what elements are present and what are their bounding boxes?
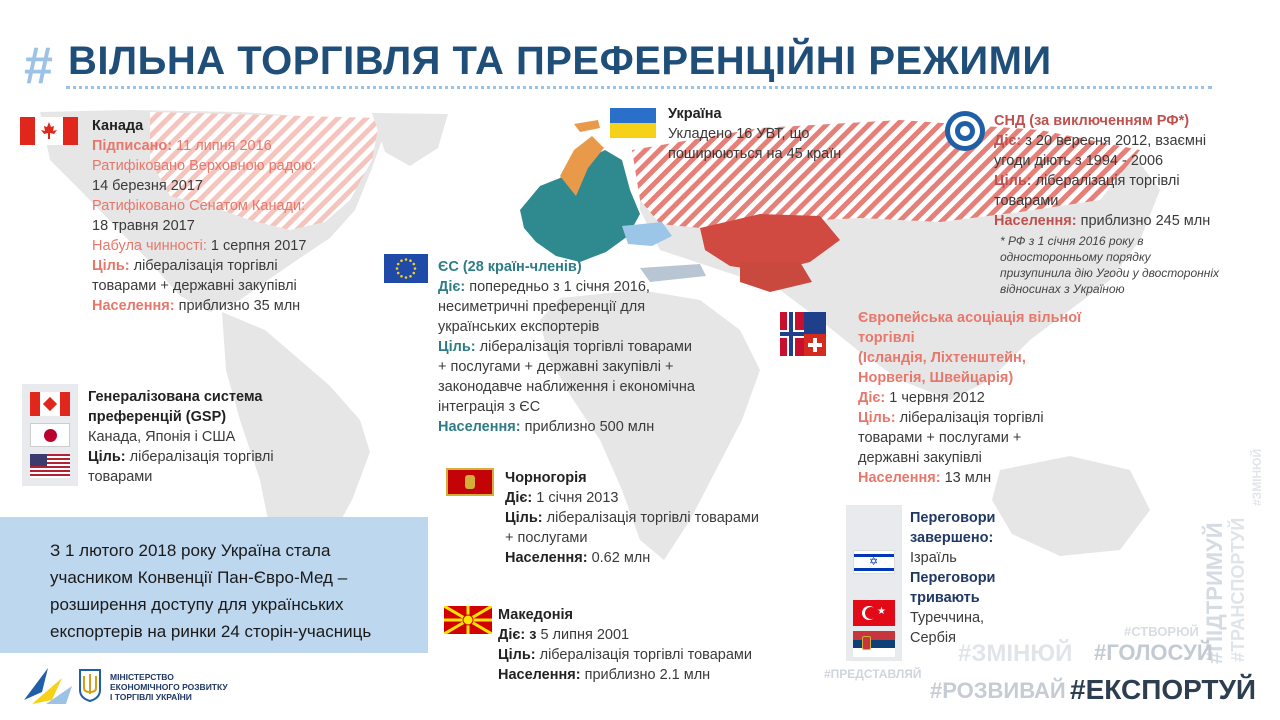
callout-line: учасником Конвенції Пан-Євро-Мед – <box>50 568 348 587</box>
eu-acts-line3: українських експортерів <box>438 319 600 335</box>
acts-value: 1 січня 2013 <box>536 490 619 506</box>
efta-title-line1: Європейська асоціація вільної <box>858 310 1082 326</box>
gsp-title-line1: Генералізована система <box>88 389 263 405</box>
goal-label: Ціль: <box>88 449 126 465</box>
cis-footnote <box>1000 233 1219 297</box>
title-divider <box>66 86 1212 89</box>
gsp-title-line2: преференцій (GSP) <box>88 409 227 425</box>
effective-label: Набула чинності: <box>92 238 207 254</box>
goal-line: лібералізація торгівлі <box>899 410 1044 426</box>
acts-label: Діє: <box>438 279 466 295</box>
population-value: приблизно 2.1 млн <box>584 667 711 683</box>
gsp-countries: Канада, Японія і США <box>88 429 236 445</box>
population-label: Населення: <box>438 419 521 435</box>
ukraine-info <box>668 104 841 164</box>
callout-text <box>50 537 371 645</box>
montenegro-goal <box>505 508 759 528</box>
canada-title: Канада <box>92 118 144 134</box>
gsp-goal <box>88 447 274 467</box>
completed-title-line2: завершено: <box>910 530 994 546</box>
efta-info <box>858 308 1081 488</box>
ongoing-country2: Сербія <box>910 630 956 646</box>
eu-title: ЄС (28 країн-членів) <box>438 259 582 275</box>
efta-goal-line3: державні закупівлі <box>858 450 982 466</box>
efta-title-line3: (Ісландія, Ліхтенштейн, <box>858 350 1026 366</box>
canada-flag-icon <box>20 117 78 145</box>
montenegro-goal-line2: + послугами <box>505 530 588 546</box>
eu-goal-line3: законодавче наближення і економічна <box>438 379 695 395</box>
ministry-line: І ТОРГІВЛІ УКРАЇНИ <box>110 692 192 702</box>
population-label: Населення: <box>92 298 175 314</box>
goal-label: Ціль: <box>994 173 1032 189</box>
ukraine-line2: поширюються на 45 країн <box>668 146 842 162</box>
ministry-line: МІНІСТЕРСТВО <box>110 672 174 682</box>
population-label: Населення: <box>498 667 581 683</box>
gsp-flags-panel <box>22 384 78 486</box>
efta-title-line2: торгівлі <box>858 330 915 346</box>
ongoing-country1: Туреччина, <box>910 610 985 626</box>
eu-info <box>438 257 695 437</box>
acts-value: попередньо з 1 січня 2016, <box>469 279 650 295</box>
goal-label: Ціль: <box>858 410 896 426</box>
canada-flag-icon <box>30 392 70 416</box>
page-title: ВІЛЬНА ТОРГІВЛЯ ТА ПРЕФЕРЕНЦІЙНІ РЕЖИМИ <box>68 39 1052 83</box>
macedonia-acts <box>498 625 752 645</box>
hashtag-golosui: #ГОЛОСУЙ <box>1094 640 1213 665</box>
goal-line: лібералізація торгівлі товарами <box>479 339 692 355</box>
population-value: приблизно 245 млн <box>1080 213 1211 229</box>
callout-line: розширення доступу для українських <box>50 595 344 614</box>
turkey-flag-icon: ★ <box>853 600 895 626</box>
population-value: приблизно 35 млн <box>178 298 301 314</box>
completed-title-line1: Переговори <box>910 510 996 526</box>
macedonia-title: Македонія <box>498 607 573 623</box>
efta-title-line4: Норвегія, Швейцарія) <box>858 370 1014 386</box>
population-label: Населення: <box>505 550 588 566</box>
eu-acts <box>438 277 695 297</box>
ukraine-title: Україна <box>668 106 722 122</box>
usa-flag-icon <box>30 454 70 478</box>
macedonia-flag-icon <box>444 606 492 634</box>
gsp-info <box>88 387 274 487</box>
acts-label: Діє: з <box>498 627 537 643</box>
ministry-line: ЕКОНОМІЧНОГО РОЗВИТКУ <box>110 682 228 692</box>
canada-ratified-rada-value: 14 березня 2017 <box>92 178 203 194</box>
completed-country: Ізраїль <box>910 550 957 566</box>
goal-label: Ціль: <box>92 258 130 274</box>
acts-label: Діє: <box>858 390 886 406</box>
goal-line: лібералізація торгівлі <box>1035 173 1180 189</box>
cis-goal <box>994 171 1210 191</box>
title-hash-icon: # <box>24 37 53 95</box>
goal-line: лібералізація торгівлі <box>129 449 274 465</box>
acts-value: 1 червня 2012 <box>889 390 985 406</box>
cis-info <box>994 111 1210 231</box>
efta-goal-line2: товарами + послугами + <box>858 430 1022 446</box>
eu-goal-line2: + послугами + державні закупівлі + <box>438 359 674 375</box>
canada-signed <box>92 136 316 156</box>
hashtag-predstavliai: #ПРЕДСТАВЛЯЙ <box>824 667 922 681</box>
cis-acts-line2: угоди діють з 1994 - 2006 <box>994 153 1164 169</box>
ukraine-line1: Укладено 16 УВТ, що <box>668 126 810 142</box>
footnote-line: призупинила дію Угоди у двосторонніх <box>1000 266 1220 280</box>
montenegro-acts <box>505 488 759 508</box>
goal-line: лібералізація торгівлі товарами <box>546 510 759 526</box>
serbia-flag-icon <box>853 631 895 657</box>
canada-ratified-senate-value: 18 травня 2017 <box>92 218 195 234</box>
cis-emblem-icon <box>944 110 986 152</box>
ministry-name <box>110 672 228 702</box>
population-label: Населення: <box>994 213 1077 229</box>
footnote-line: односторонньому порядку <box>1000 250 1151 264</box>
iceland-shape <box>574 120 600 132</box>
ministry-logo-icon <box>22 664 74 706</box>
eu-acts-line2: несиметричні преференції для <box>438 299 646 315</box>
canada-population <box>92 296 316 316</box>
population-value: приблизно 500 млн <box>524 419 655 435</box>
macedonia-info <box>498 605 752 685</box>
callout-line: З 1 лютого 2018 року Україна стала <box>50 541 331 560</box>
signed-value: 11 липня 2016 <box>176 138 272 154</box>
efta-population <box>858 468 1081 488</box>
eu-population <box>438 417 695 437</box>
hashtag-podtrymui: #ПІДТРИМУЙ <box>1202 522 1227 664</box>
goal-label: Ціль: <box>498 647 536 663</box>
macedonia-population <box>498 665 752 685</box>
montenegro-population <box>505 548 759 568</box>
goal-line: лібералізація торгівлі <box>133 258 278 274</box>
hashtag-zminiui-vertical: #ЗМІНЮЙ <box>1250 448 1264 506</box>
hashtag-transportui: #ТРАНСПОРТУЙ <box>1228 517 1248 662</box>
cis-title: СНД (за виключенням РФ*) <box>994 113 1190 129</box>
cis-acts <box>994 131 1210 151</box>
negotiations-info <box>910 508 995 648</box>
greenland-shape <box>372 113 448 166</box>
goal-value: лібералізація торгівлі товарами <box>539 647 752 663</box>
population-value: 13 млн <box>944 470 992 486</box>
goal-label: Ціль: <box>438 339 476 355</box>
macedonia-goal <box>498 645 752 665</box>
hashtag-eksportui: #ЕКСПОРТУЙ <box>1070 674 1257 705</box>
goal-label: Ціль: <box>505 510 543 526</box>
canada-effective <box>92 236 316 256</box>
effective-value: 1 серпня 2017 <box>210 238 307 254</box>
acts-value: 5 липня 2001 <box>540 627 630 643</box>
acts-label: Діє: <box>505 490 533 506</box>
eu-goal-line4: інтеграція з ЄС <box>438 399 541 415</box>
canada-info <box>92 116 316 316</box>
efta-flags-icon <box>780 312 826 356</box>
footnote-line: відносинах з Україною <box>1000 282 1125 296</box>
canada-goal <box>92 256 316 276</box>
hashtag-zminiui: #ЗМІНЮЙ <box>958 640 1073 667</box>
canada-ratified-rada-label: Ратифіковано Верховною радою: <box>92 158 317 174</box>
acts-label: Діє: <box>994 133 1022 149</box>
montenegro-flag-icon <box>446 468 494 496</box>
population-value: 0.62 млн <box>591 550 651 566</box>
japan-flag-icon <box>30 423 70 447</box>
montenegro-title: Чорногорія <box>505 470 587 486</box>
efta-goal <box>858 408 1081 428</box>
eu-goal <box>438 337 695 357</box>
gsp-goal-line2: товарами <box>88 469 153 485</box>
ukraine-flag-icon <box>610 108 656 138</box>
israel-flag-icon: ✡ <box>853 550 895 574</box>
cis-goal-line2: товарами <box>994 193 1059 209</box>
hashtag-stvoriui: #СТВОРЮЙ <box>1124 624 1199 639</box>
ongoing-title-line2: тривають <box>910 590 980 606</box>
canada-ratified-senate-label: Ратифіковано Сенатом Канади: <box>92 198 306 214</box>
footnote-line: * РФ з 1 січня 2016 року в <box>1000 234 1144 248</box>
pan-euro-med-callout <box>0 517 428 653</box>
acts-value: з 20 вересня 2012, взаємні <box>1025 133 1207 149</box>
signed-label: Підписано: <box>92 138 173 154</box>
callout-line: експортерів на ринки 24 сторін-учасниць <box>50 622 372 641</box>
ongoing-title-line1: Переговори <box>910 570 996 586</box>
montenegro-info <box>505 468 759 568</box>
trident-coat-of-arms-icon <box>78 668 102 702</box>
efta-acts <box>858 388 1081 408</box>
cis-population <box>994 211 1210 231</box>
hashtag-rozvyvai: #РОЗВИВАЙ <box>930 678 1066 703</box>
population-label: Населення: <box>858 470 941 486</box>
eu-flag-icon <box>384 254 428 283</box>
canada-goal-line2: товарами + державні закупівлі <box>92 278 297 294</box>
negotiations-flags-panel <box>846 505 902 661</box>
